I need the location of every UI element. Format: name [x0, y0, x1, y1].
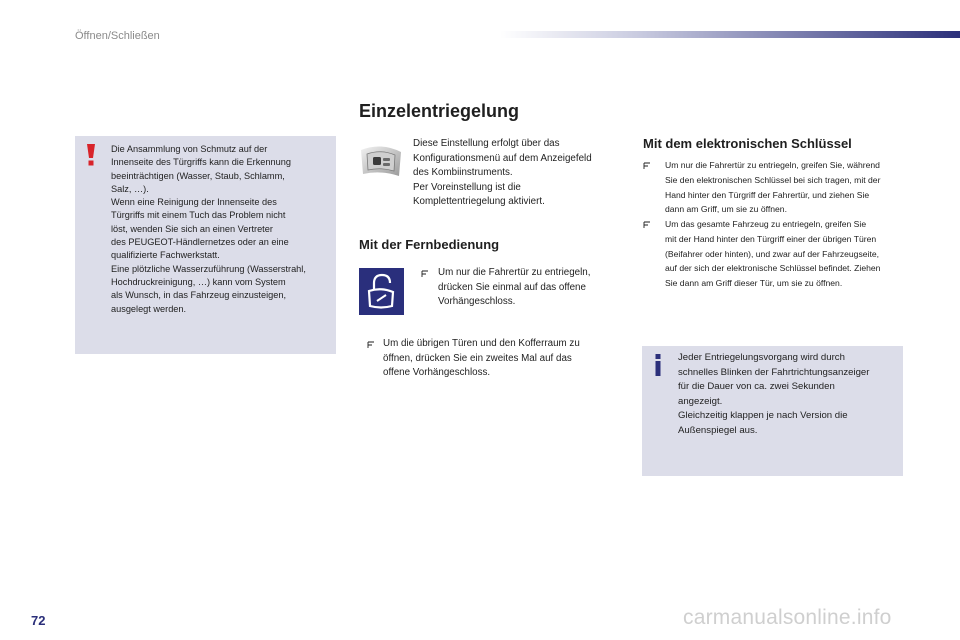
header-gradient-bar — [500, 31, 960, 38]
bullet-icon — [421, 270, 429, 280]
bullet-icon — [643, 221, 651, 231]
info-icon — [654, 354, 662, 376]
steering-wheel-controls-icon — [359, 144, 403, 178]
exclamation-icon — [86, 144, 96, 166]
intro-text: Diese Einstellung erfolgt über das Konfigurationsmenü auf dem Anzeigefeld des Kombiinstruments. Per Voreinstellung ist die Komplettentriegelung aktiviert. — [413, 138, 592, 208]
bullet-icon — [367, 341, 375, 351]
warning-text: Die Ansammlung von Schmutz auf der Innenseite des Türgriffs kann die Erkennung beeinträchtigen (Wasser, Staub, Schlamm, Salz, …). Wenn eine Reinigung der Innenseite des Türgriffs mit einem Tuch das Problem nicht löst, wenden Sie sich an einen Vertreter des PEUGEOT-Händlernetzes oder an eine qualifizierte Fachwerkstatt. Eine plötzliche Wasserzuführung (Wasserstrahl, Hochdruckreinigung, …) kann vom System als Wunsch, in das Fahrzeug einzusteigen, ausgelegt werden. — [111, 144, 306, 314]
remote-step-2: Um die übrigen Türen und den Kofferraum zu öffnen, drücken Sie ein zweites Mal auf das offene Vorhängeschloss. — [383, 338, 580, 379]
open-padlock-icon — [359, 268, 404, 315]
electronic-key-heading: Mit dem elektronischen Schlüssel — [643, 136, 852, 151]
electronic-key-step-1: Um nur die Fahrertür zu entriegeln, greifen Sie, während Sie den elektronischen Schlüssel bei sich tragen, mit der Hand hinter den Türgriff der Fahrertür, und ziehen Sie dann am Griff, um sie zu öffnen. — [665, 160, 881, 215]
bullet-icon — [643, 162, 651, 172]
page-number: 72 — [31, 613, 46, 628]
page-heading: Einzelentriegelung — [359, 101, 520, 121]
electronic-key-step-2: Um das gesamte Fahrzeug zu entriegeln, greifen Sie mit der Hand hinter den Türgriff einer der übrigen Türen (Beifahrer oder hinten), und zwar auf der Fahrzeugseite, auf der sich der elektronische Schlüssel befindet. Ziehen Sie dann am Griff dieser Tür, um sie zu öffnen. — [665, 219, 881, 289]
watermark: carmanualsonline.info — [683, 606, 892, 629]
section-title: Öffnen/Schließen — [75, 30, 160, 42]
info-text: Jeder Entriegelungsvorgang wird durch schnelles Blinken der Fahrtrichtungsanzeiger für die Dauer von ca. zwei Sekunden angezeigt. Gleichzeitig klappen je nach Version die Außenspiegel aus. — [678, 352, 870, 436]
remote-step-1: Um nur die Fahrertür zu entriegeln, drücken Sie einmal auf das offene Vorhängeschloss. — [438, 267, 591, 308]
remote-heading: Mit der Fernbedienung — [359, 237, 500, 252]
